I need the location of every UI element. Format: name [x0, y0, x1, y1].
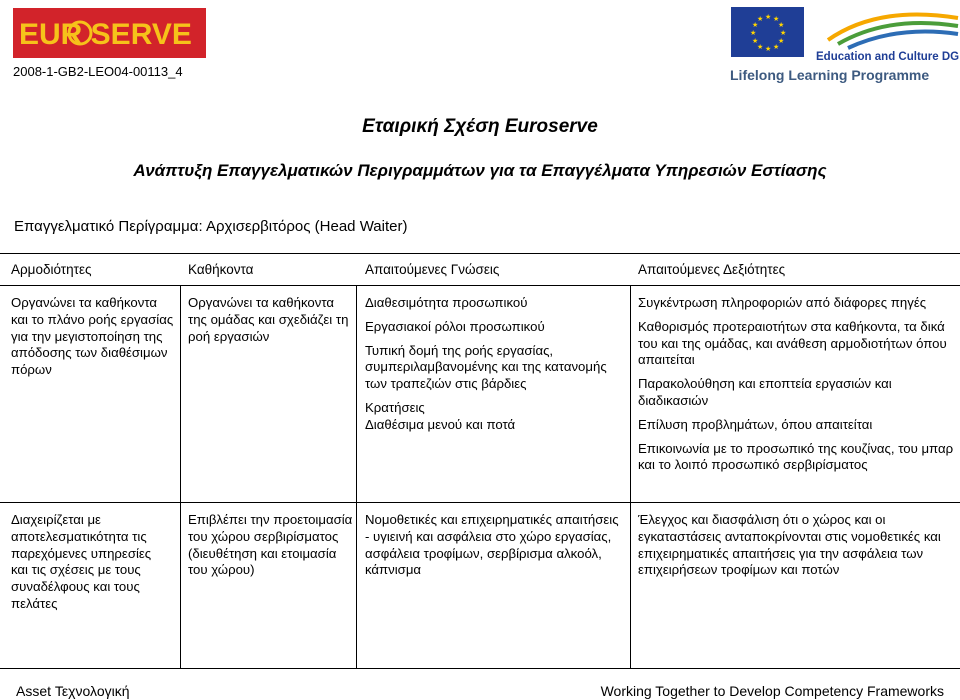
skill-item: Καθορισμός προτεραιοτήτων στα καθήκοντα, τα δικά του και της ομάδας, και ανάθεση αρμοδιοτήτων όπου απαιτείται	[638, 318, 947, 368]
logo-text: EUR SERVE	[19, 18, 192, 51]
svg-text:★: ★	[778, 37, 785, 45]
knowledge-item: Εργασιακοί ρόλοι προσωπικού	[365, 318, 545, 334]
table-rule	[0, 253, 960, 254]
svg-text:★: ★	[752, 21, 759, 29]
svg-text:★: ★	[750, 29, 757, 37]
svg-text:★: ★	[757, 43, 764, 51]
table-rule	[0, 668, 960, 669]
skill-item: Παρακολούθηση και εποπτεία εργασιών και διαδικασιών	[638, 376, 892, 408]
row1-knowledge	[365, 295, 623, 441]
column-divider	[630, 285, 631, 668]
row2-duties: Επιβλέπει την προετοιμασία του χώρου σερβιρίσματος (διευθέτηση και ετοιμασία του χώρου)	[188, 512, 353, 578]
svg-text:★: ★	[773, 43, 780, 51]
header-skills: Απαιτούμενες Δεξιότητες	[638, 262, 786, 277]
knowledge-item: Κρατήσεις Διαθέσιμα μενού και ποτά	[365, 399, 516, 432]
skill-item: Συγκέντρωση πληροφοριών από διάφορες πηγές	[638, 295, 927, 310]
education-culture-label: Education and Culture DG	[816, 51, 960, 63]
row2-skills	[638, 512, 954, 586]
row2-competence: Διαχειρίζεται με αποτελεσματικότητα τις παρεχόμενες υπηρεσίες και τις σχέσεις με τους συναδέλφους και τους πελάτες	[11, 512, 152, 611]
eu-flag-icon	[731, 7, 804, 57]
knowledge-item: Διαθεσιμότητα προσωπικού	[365, 295, 528, 310]
skill-item: Επικοινωνία με το προσωπικό της κουζίνας, του μπαρ και το λοιπό προσωπικό σερβιρίσματος	[638, 440, 954, 473]
column-divider	[180, 285, 181, 668]
knowledge-item: Τυπική δομή της ροής εργασίας, συμπεριλαμβανομένης και της κατανομής των τραπεζιών στις βάρδιες	[365, 342, 607, 392]
occupational-profile: Επαγγελματικό Περίγραμμα: Αρχισερβιτόρος (Head Waiter)	[14, 218, 408, 235]
header-competences: Αρμοδιότητες	[11, 262, 92, 277]
skill-item: Επίλυση προβλημάτων, όπου απαιτείται	[638, 416, 873, 432]
row1-duties: Οργανώνει τα καθήκοντα της ομάδας και σχεδιάζει τη ροή εργασιών	[188, 295, 349, 344]
svg-text:★: ★	[778, 21, 785, 29]
row2-knowledge	[365, 512, 623, 586]
svg-text:★: ★	[757, 15, 764, 23]
svg-text:★: ★	[773, 15, 780, 23]
svg-text:★: ★	[765, 45, 772, 53]
lifelong-learning-label: Lifelong Learning Programme	[730, 67, 930, 83]
page-title: Εταιρική Σχέση Euroserve	[362, 116, 598, 137]
document-code: 2008-1-GB2-LEO04-00113_4	[13, 64, 183, 79]
footer-left: Asset Τεχνολογική	[16, 683, 130, 699]
table-rule	[0, 285, 960, 286]
svg-text:★: ★	[780, 29, 787, 37]
skill-item: Έλεγχος και διασφάλιση ότι ο χώρος και οι εγκαταστάσεις ανταποκρίνονται στις νομοθετικές και επιχειρηματικές απαιτήσεις για την ασφάλεια των επιχειρήσεων τροφίμων και ποτών	[638, 512, 941, 578]
page-subtitle: Ανάπτυξη Επαγγελματικών Περιγραμμάτων για τα Επαγγέλματα Υπηρεσιών Εστίασης	[133, 161, 827, 180]
row1-competence: Οργανώνει τα καθήκοντα και το πλάνο ροής εργασίας για την μεγιστοποίηση της απόδοσης των διαθέσιμων πόρων	[11, 295, 174, 378]
column-divider	[356, 285, 357, 668]
row1-skills	[638, 295, 954, 481]
table-rule	[0, 502, 960, 503]
header-duties: Καθήκοντα	[188, 262, 254, 277]
header-knowledge: Απαιτούμενες Γνώσεις	[365, 262, 500, 277]
knowledge-item: Νομοθετικές και επιχειρηματικές απαιτήσεις - υγιεινή και ασφάλεια στο χώρο εργασίας, ασφάλεια τροφίμων, σερβίρισμα αλκοόλ, κάπνισμα	[365, 512, 619, 578]
svg-text:★: ★	[752, 37, 759, 45]
euroserve-logo	[13, 8, 206, 58]
footer-right: Working Together to Develop Competency Frameworks	[600, 683, 944, 699]
svg-text:★: ★	[765, 13, 772, 21]
